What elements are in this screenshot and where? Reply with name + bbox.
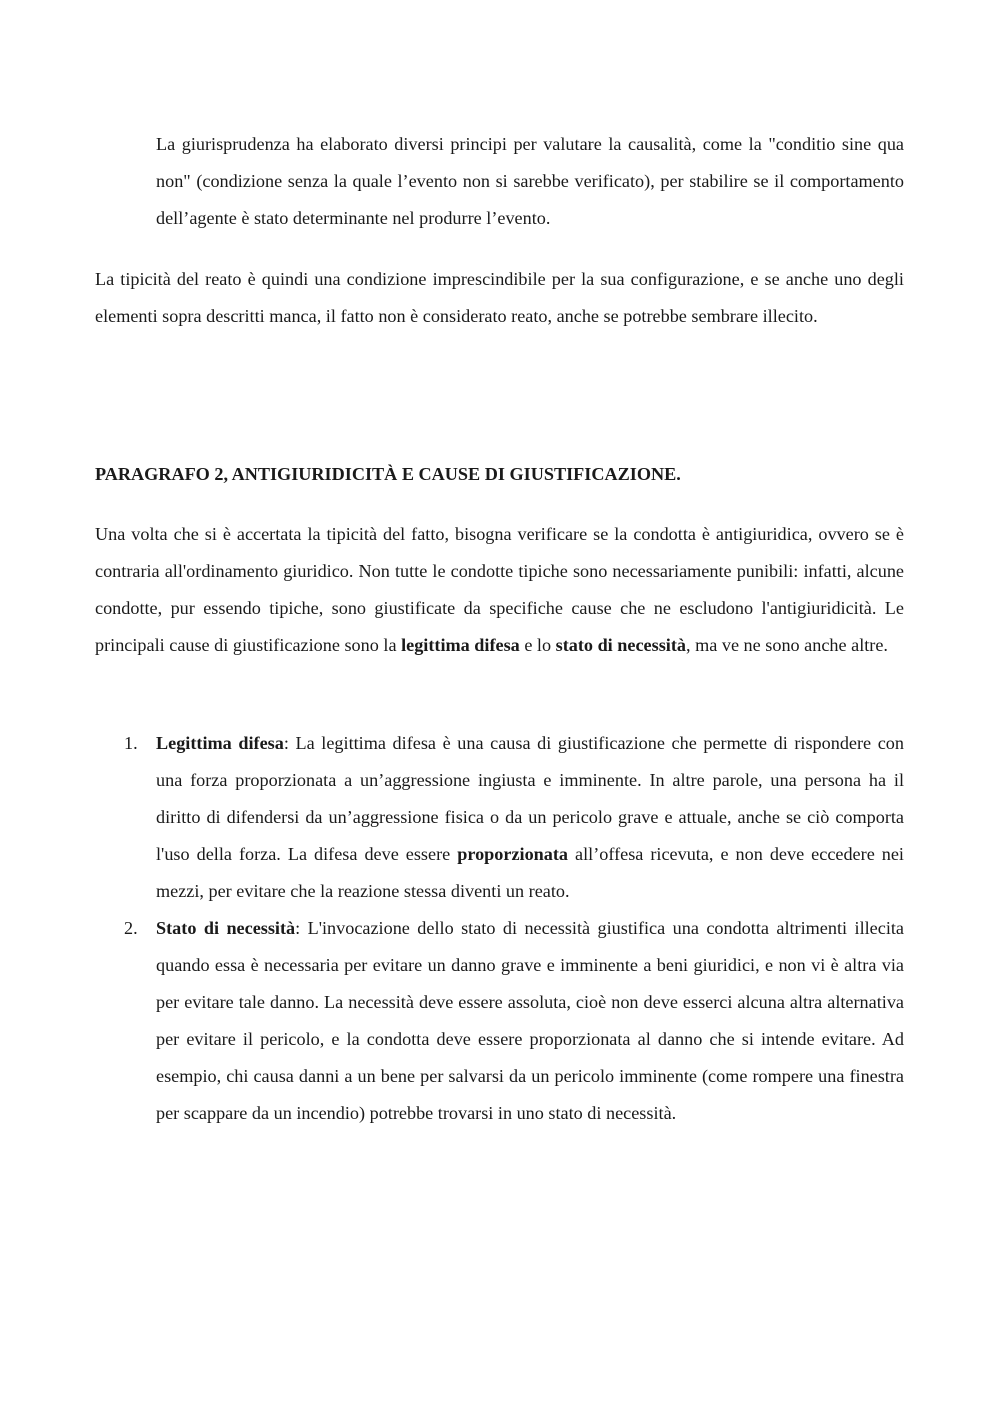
list-text: : L'invocazione dello stato di necessità giustifica una condotta altrimenti illecita quando essa è necessaria per evitare un danno grave e imminente a beni giuridici, e non vi è altra via per evitare tale danno. La necessità deve essere assoluta, cioè non deve esserci alcuna altra alternativa per evitare il pericolo, e la condotta deve essere proporzionata al danno che si intende evitare. Ad esempio, chi causa danni a un bene per salvarsi da un pericolo imminente (come rompere una finestra per scappare da un incendio) potrebbe trovarsi in uno stato di necessità. bbox=[156, 918, 904, 1123]
list-bold-proporzionata: proporzionata bbox=[457, 844, 569, 864]
list-text: all’offesa ricevuta, e non deve eccedere nei mezzi, per evitare che la reazione stessa diventi un reato. bbox=[156, 844, 904, 901]
tipicita-paragraph: La tipicità del reato è quindi una condizione imprescindibile per la sua configurazione, e se anche uno degli elementi sopra descritti manca, il fatto non è considerato reato, anche se potrebbe sembrare illecito. bbox=[95, 269, 904, 326]
intro-paragraph bbox=[95, 516, 904, 664]
intro-text-2: e lo bbox=[519, 635, 556, 655]
intro-text-1: Una volta che si è accertata la tipicità del fatto, bisogna verificare se la condotta è antigiuridica, ovvero se è contraria all'ordinamento giuridico. Non tutte le condotte tipiche sono necessariamente punibili: infatti, alcune condotte, pur essendo tipiche, sono giustificate da specifiche cause che ne escludono l'antigiuridicità. Le principali cause di giustificazione sono la bbox=[95, 524, 904, 655]
intro-bold-legittima-difesa: legittima difesa bbox=[401, 635, 520, 655]
list-term: Legittima difesa bbox=[156, 733, 284, 753]
list-term: Stato di necessità bbox=[156, 918, 296, 938]
list-text: : La legittima difesa è una causa di giustificazione che permette di rispondere con una forza proporzionata a un’aggressione ingiusta e imminente. In altre parole, una persona ha il diritto di difendersi da un’aggressione fisica o da un pericolo grave e attuale, anche se ciò comporta l'uso della forza. La difesa deve essere bbox=[156, 733, 904, 864]
section-heading: PARAGRAFO 2, ANTIGIURIDICITÀ E CAUSE DI GIUSTIFICAZIONE. bbox=[95, 464, 681, 484]
list-number: 1. bbox=[124, 733, 138, 753]
causality-paragraph: La giurisprudenza ha elaborato diversi principi per valutare la causalità, come la "conditio sine qua non" (condizione senza la quale l’evento non si sarebbe verificato), per stabilire se il comportamento dell’agente è stato determinante nel produrre l’evento. bbox=[156, 134, 904, 228]
list-item-legittima-difesa bbox=[95, 725, 904, 910]
intro-text-3: , ma ve ne sono anche altre. bbox=[685, 635, 888, 655]
justification-causes-list bbox=[95, 725, 904, 1132]
list-item-stato-di-necessita bbox=[95, 910, 904, 1132]
list-number: 2. bbox=[124, 918, 138, 938]
intro-bold-stato-di-necessita: stato di necessità bbox=[555, 635, 686, 655]
